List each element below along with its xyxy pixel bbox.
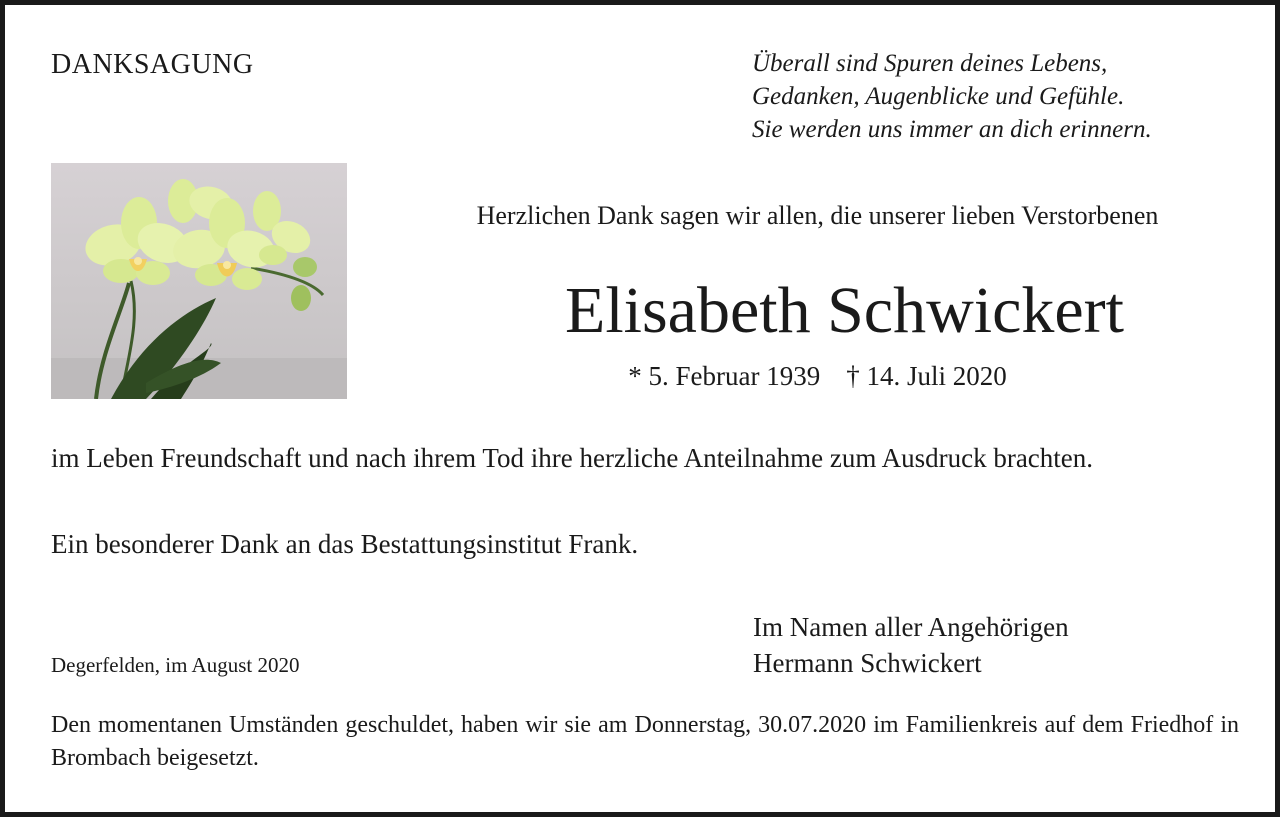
poem-line: Überall sind Spuren deines Lebens, — [752, 50, 1108, 77]
signature-name: Hermann Schwickert — [753, 648, 982, 678]
orchid-photo — [51, 163, 347, 399]
life-dates — [365, 361, 1270, 392]
burial-note: Den momentanen Umständen geschuldet, haben wir sie am Donnerstag, 30.07.2020 im Familienkreis auf dem Friedhof in Brombach beigesetzt. — [51, 712, 1239, 771]
memorial-poem — [752, 47, 1152, 146]
intro-text: Herzlichen Dank sagen wir allen, die unserer lieben Verstorbenen — [476, 201, 1159, 230]
place-date: Degerfelden, im August 2020 — [51, 653, 300, 677]
special-thanks: Ein besonderer Dank an das Bestattungsinstitut Frank. — [51, 529, 639, 559]
death-date: † 14. Juli 2020 — [846, 361, 1007, 391]
notice-heading: DANKSAGUNG — [51, 49, 254, 80]
deceased-name: Elisabeth Schwickert — [565, 274, 1125, 347]
signature-block — [753, 609, 1069, 681]
signature-line: Im Namen aller Angehörigen — [753, 612, 1069, 642]
birth-date: * 5. Februar 1939 — [628, 361, 821, 391]
orchid-flower-icon — [51, 163, 347, 399]
poem-line: Sie werden uns immer an dich erinnern. — [752, 116, 1152, 143]
poem-line: Gedanken, Augenblicke und Gefühle. — [752, 83, 1125, 110]
thanks-paragraph: im Leben Freundschaft und nach ihrem Tod ihre herzliche Anteilnahme zum Ausdruck brachten. — [51, 443, 1094, 473]
